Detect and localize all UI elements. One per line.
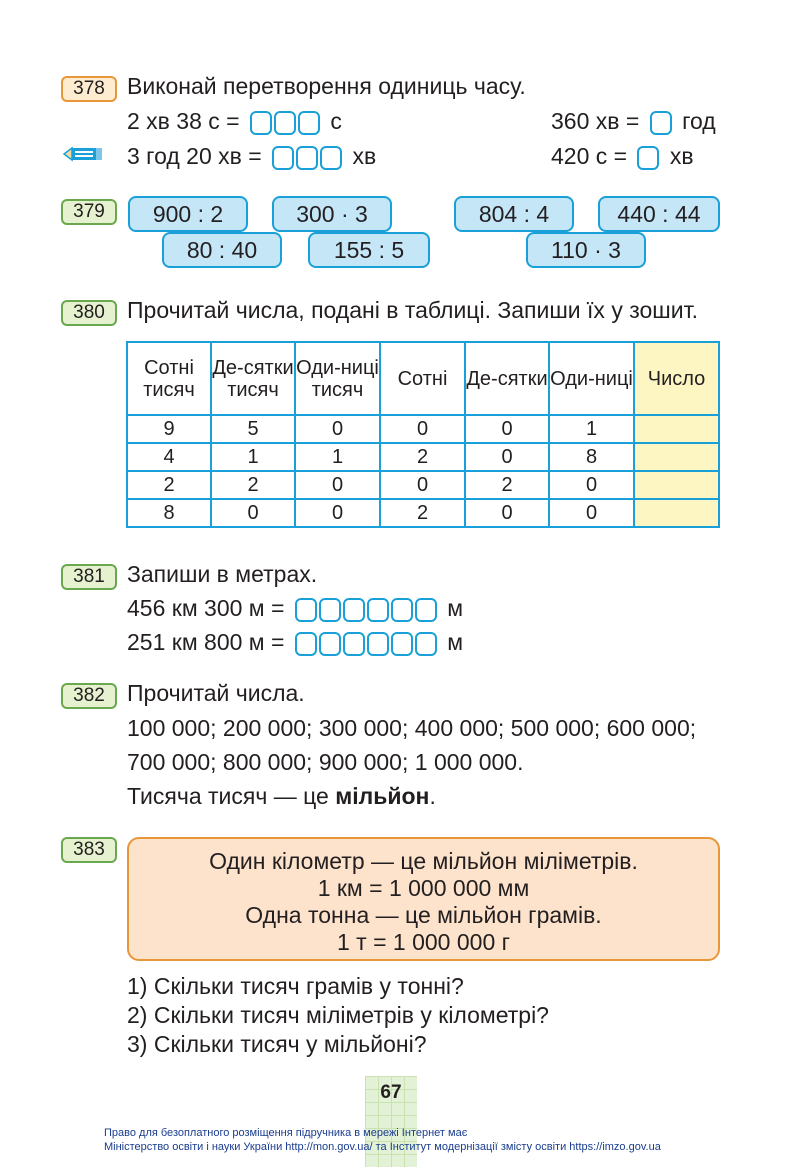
pencil-icon [62,146,104,162]
number-answer-cell[interactable] [634,443,719,471]
column-header: Де-сятки тисяч [211,342,295,415]
table-cell: 5 [211,415,295,443]
question-3: 3) Скільки тисяч у мільйоні? [127,1031,427,1057]
table-cell: 0 [465,443,549,471]
table-cell: 8 [127,499,211,527]
table-row [127,415,719,443]
expression-card: 300 · 3 [272,196,392,232]
expression-card: 900 : 2 [128,196,248,232]
info-line: Один кілометр — це мільйон міліметрів. [209,848,638,874]
table-cell: 0 [549,499,634,527]
number-answer-cell[interactable] [634,499,719,527]
table-cell: 1 [211,443,295,471]
table-cell: 2 [380,499,465,527]
footer-line-1: Право для безоплатного розміщення підручника в мережі Інтернет має [104,1127,468,1139]
table-cell: 0 [295,499,380,527]
column-header: Оди-ниці тисяч [295,342,380,415]
table-cell: 4 [127,443,211,471]
table-cell: 0 [380,415,465,443]
answer-boxes[interactable] [272,146,342,170]
place-value-table [126,341,720,528]
exercise-378-row2-right [551,142,694,170]
info-line: 1 т = 1 000 000 г [336,929,511,955]
exercise-number-379: 379 [61,199,117,225]
table-cell: 1 [549,415,634,443]
exercise-381-title: Запиши в метрах. [127,561,318,587]
table-cell: 0 [211,499,295,527]
exercise-number-383: 383 [61,837,117,863]
expression: 3 год 20 хв = [127,143,262,169]
expression: 2 хв 38 с = [127,108,240,134]
expression: 456 км 300 м = [127,595,285,621]
number-answer-cell[interactable] [634,415,719,443]
exercise-381-line2 [127,628,463,656]
answer-boxes[interactable] [250,111,320,135]
table-cell: 0 [380,471,465,499]
question-2: 2) Скільки тисяч міліметрів у кілометрі? [127,1002,549,1028]
unit: хв [352,143,377,169]
exercise-378-row1-right [551,107,716,135]
number-answer-cell[interactable] [634,471,719,499]
table-cell: 0 [295,415,380,443]
expression-card: 110 · 3 [526,232,646,268]
exercise-382-title: Прочитай числа. [127,680,305,706]
exercise-number-378: 378 [61,76,117,102]
exercise-378-row2-left [127,142,376,170]
expression-card: 80 : 40 [162,232,282,268]
unit: м [447,595,464,621]
table-cell: 0 [465,415,549,443]
exercise-number-381: 381 [61,564,117,590]
column-header: Сотні тисяч [127,342,211,415]
page-number: 67 [365,1076,417,1167]
unit: хв [669,143,694,169]
term-million: мільйон [335,783,430,809]
unit: год [682,108,716,134]
column-header: Оди-ниці [549,342,634,415]
exercise-number-380: 380 [61,300,117,326]
table-cell: 9 [127,415,211,443]
expression: 420 с = [551,143,628,169]
exercise-380-title: Прочитай числа, подані в таблиці. Запиши їх у зошит. [127,297,698,323]
table-cell: 1 [295,443,380,471]
table-cell: 8 [549,443,634,471]
table-row [127,443,719,471]
column-header: Число [634,342,719,415]
column-header: Де-сятки [465,342,549,415]
exercise-378-row1-left [127,107,342,135]
table-cell: 0 [549,471,634,499]
question-1: 1) Скільки тисяч грамів у тонні? [127,973,464,999]
table-row [127,471,719,499]
table-cell: 2 [465,471,549,499]
unit: м [447,629,464,655]
expression: 360 хв = [551,108,640,134]
million-definition: Тисяча тисяч — це мільйон. [127,783,436,809]
info-line: 1 км = 1 000 000 мм [317,875,530,901]
expression-card: 155 : 5 [308,232,430,268]
table-cell: 0 [465,499,549,527]
table-cell: 2 [127,471,211,499]
table-cell: 2 [380,443,465,471]
expression-card: 804 : 4 [454,196,574,232]
answer-boxes[interactable] [295,632,437,656]
table-cell: 2 [211,471,295,499]
exercise-381-line1 [127,594,463,622]
answer-boxes[interactable] [295,598,437,622]
info-box [127,837,720,961]
unit: с [330,108,342,134]
footer-line-2: Міністерство освіти і науки України http://mon.gov.ua/ та Інститут модернізації змісту освіти https://imzo.gov.ua [104,1141,661,1153]
exercise-number-382: 382 [61,683,117,709]
expression-card: 440 : 44 [598,196,720,232]
table-row [127,499,719,527]
column-header: Сотні [380,342,465,415]
numbers-line-2: 700 000; 800 000; 900 000; 1 000 000. [127,749,524,775]
answer-boxes[interactable] [650,111,672,135]
table-cell: 0 [295,471,380,499]
expression: 251 км 800 м = [127,629,285,655]
numbers-line-1: 100 000; 200 000; 300 000; 400 000; 500 000; 600 000; [127,715,697,741]
exercise-378-title: Виконай перетворення одиниць часу. [127,73,526,99]
answer-boxes[interactable] [637,146,659,170]
info-line: Одна тонна — це мільйон грамів. [245,902,602,928]
